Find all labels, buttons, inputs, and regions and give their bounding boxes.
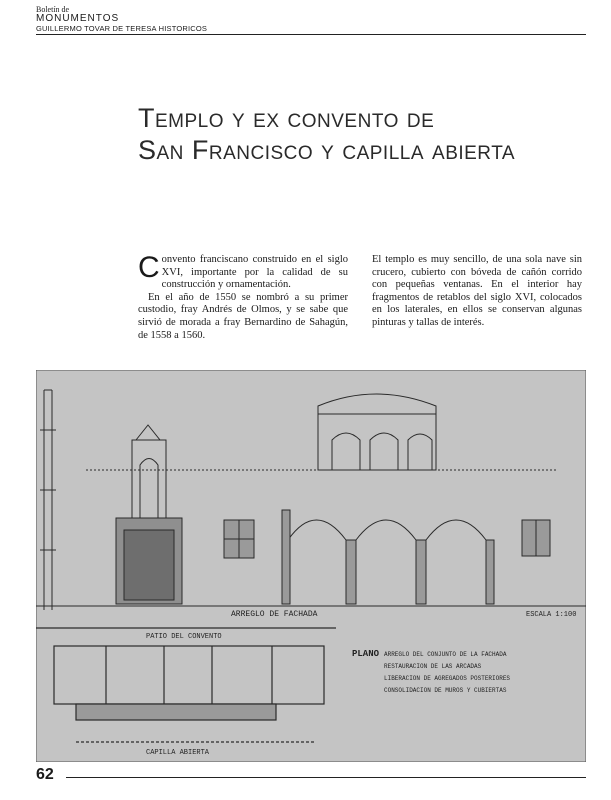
arcade-pier-3: [416, 540, 426, 604]
portal-door: [124, 530, 174, 600]
arcade-pier-1: [282, 510, 290, 604]
footer-rule: [66, 777, 586, 778]
article-title: [138, 104, 598, 165]
header-rule: [36, 34, 586, 35]
left-paragraph-1: [138, 251, 348, 292]
plan-note-4: CONSOLIDACION DE MUROS Y CUBIERTAS: [384, 687, 507, 694]
plan-note-2: RESTAURACION DE LAS ARCADAS: [384, 663, 482, 670]
plan-bottom-label: CAPILLA ABIERTA: [146, 749, 210, 757]
running-head: [36, 6, 584, 33]
architectural-drawing: [36, 370, 586, 762]
running-head-journal: MONUMENTOS: [36, 13, 120, 24]
plan-note-3: LIBERACION DE AGREGADOS POSTERIORES: [384, 675, 511, 682]
arcade-pier-4: [486, 540, 494, 604]
plan-title: PLANO: [352, 649, 380, 659]
right-paragraph-1: El templo es muy sencillo, de una sola nave sin crucero, cubierto con bóveda de cañón corrido con pequeñas ventanas. En el interior hay fragmentos de retablos del siglo XVI, colocados en los laterales, en ellos se conservan algunas pinturas y tallas de interés.: [372, 254, 582, 328]
left-paragraph-2: En el año de 1550 se nombró a su primer custodio, fray Andrés de Olmos, y se sabe que sirvió de morada a fray Bernardino de Sahagún, de 1558 a 1560.: [138, 291, 348, 341]
scale-label: ESCALA 1:100: [526, 611, 577, 619]
running-head-author: GUILLERMO TOVAR DE TERESA HISTORICOS: [36, 24, 208, 33]
article-title-line-1: Templo y ex convento de: [138, 103, 435, 133]
plan-note-1: ARREGLO DEL CONJUNTO DE LA FACHADA: [384, 651, 507, 658]
left-paragraph-1-text: onvento franciscano construido en el siglo XVI, importante por la calidad de su construcción y ornamentación.: [161, 254, 348, 291]
drop-cap: C: [138, 251, 160, 284]
article-title-line-2: San Francisco y capilla abierta: [138, 135, 516, 166]
drawing-svg: [36, 370, 586, 762]
elevation-label: ARREGLO DE FACHADA: [231, 610, 318, 619]
plan-top-label: PATIO DEL CONVENTO: [146, 633, 222, 641]
left-column: [138, 251, 348, 342]
page-number: 62: [36, 766, 54, 783]
arcade-pier-2: [346, 540, 356, 604]
plan-portico: [76, 704, 276, 720]
right-column: [372, 254, 582, 330]
running-head-series: Boletín de: [36, 5, 70, 14]
